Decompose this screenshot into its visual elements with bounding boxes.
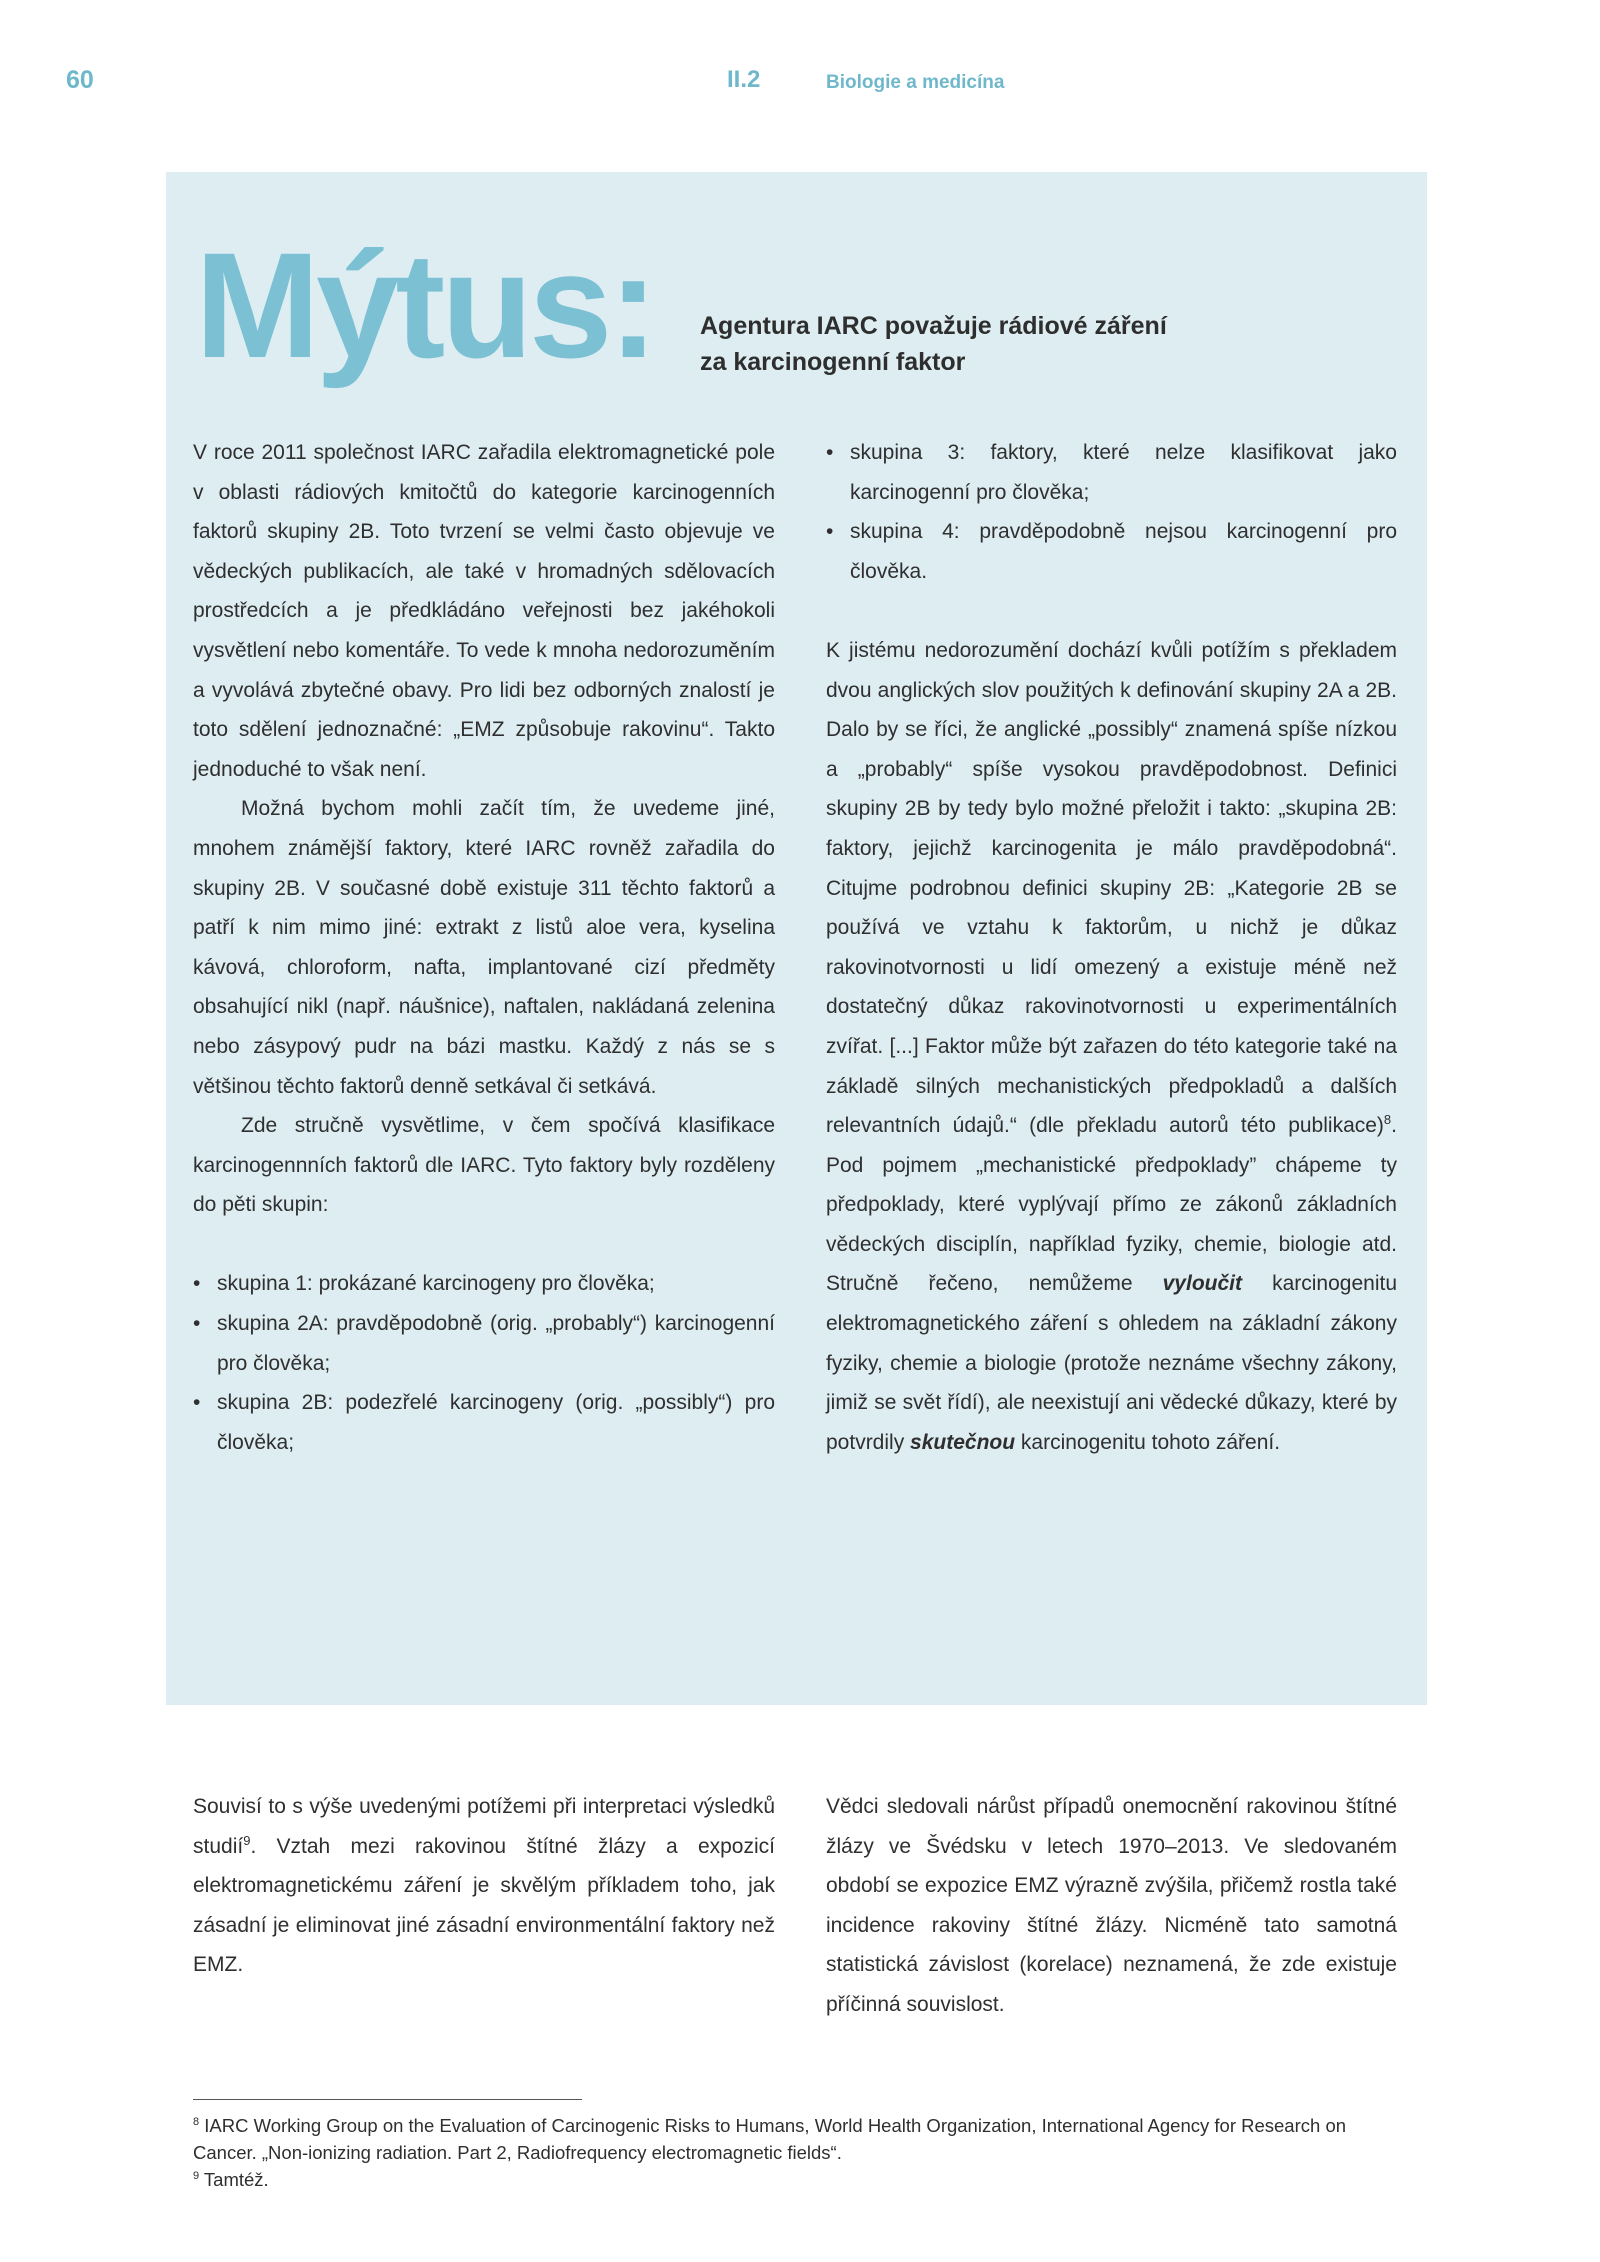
list-item-text: skupina 2B: podezřelé karcinogeny (orig. „possibly“) pro člověka; (217, 1391, 775, 1454)
section-number: II.2 (727, 66, 761, 93)
section-title: Biologie a medicína (826, 72, 1005, 93)
list-item-text: skupina 2A: pravděpodobně (orig. „probably“) karcinogenní pro člověka; (217, 1312, 775, 1375)
footnote-ref: 8 (1383, 1112, 1392, 1128)
myth-left-column (193, 433, 775, 1462)
myth-right-column (826, 433, 1397, 1462)
list-item-text: skupina 1: prokázané karcinogeny pro člověka; (217, 1272, 655, 1296)
paragraph: Vědci sledovali nárůst případů onemocnění rakovinou štítné žlázy ve Švédsku v letech 1970–2013. Ve sledovaném období se expozice EMZ výrazně zvýšila, přičemž rostla také incidence rakoviny štítné žlázy. Nicméně tato samotná statistická závislost (korelace) neznamená, že zde existuje příčinná souvislost. (826, 1795, 1397, 2016)
list-item (193, 1264, 775, 1304)
group-list (826, 433, 1397, 591)
paragraph: Zde stručně vysvětlime, v čem spočívá klasifikace karcinogennních faktorů dle IARC. Tyto faktory byly rozděleny do pěti skupin: (193, 1114, 775, 1217)
list-item (193, 1304, 775, 1383)
paragraph: Souvisí to s výše uvedenými potížemi při interpretaci výsledků studií$^9$. Vztah mezi rakovinou štítné žlázy a expozicí elektromagnetickému záření je skvělým příkladem toho, jak zásadní je eliminovat jiné zásadní environmentální faktory než EMZ. (193, 1795, 775, 1977)
footnote-mark: 8 (193, 2115, 200, 2128)
list-item (826, 512, 1397, 591)
list-item (826, 433, 1397, 512)
paragraph: Možná bychom mohli začít tím, že uvedeme jiné, mnohem známější faktory, které IARC rovněž zařadila do skupiny 2B. V současné době existuje 311 těchto faktorů a patří k nim mimo jiné: extrakt z listů aloe vera, kyselina kávová, chloroform, nafta, implantované cizí předměty obsahující nikl (např. náušnice), naftalen, nakládaná zelenina nebo zásypový pudr na bázi mastku. Každý z nás se s většinou těchto faktorů denně setkával či setkává. (193, 797, 775, 1098)
bullet-icon: • (193, 1391, 201, 1415)
myth-heading: Mýtus: (195, 221, 655, 389)
footnote: $^8$ IARC Working Group on the Evaluation of Carcinogenic Risks to Humans, World Health Organization, International Agency for Research on Cancer. „Non-ionizing radiation. Part 2, Radiofrequency electromagnetic fields“. (193, 2115, 1347, 2163)
bullet-icon: • (193, 1272, 201, 1296)
myth-subtitle (700, 308, 1260, 380)
page-number: 60 (66, 66, 94, 94)
myth-subtitle-line: za karcinogenní faktor (700, 348, 966, 376)
body-left-column (193, 1787, 775, 1985)
list-item-text: skupina 3: faktory, které nelze klasifikovat jako karcinogenní pro člověka; (850, 441, 1397, 504)
emphasis: skutečnou (910, 1430, 1016, 1454)
body-right-column (826, 1787, 1397, 2025)
bullet-icon: • (826, 441, 834, 464)
myth-subtitle-line: Agentura IARC považuje rádiové záření (700, 312, 1167, 340)
footnote-ref: 9 (243, 1832, 251, 1848)
footnotes (193, 2112, 1413, 2193)
list-item (193, 1383, 775, 1462)
footnote: $^9$ Tamtéž. (193, 2169, 269, 2190)
group-list (193, 1264, 775, 1462)
bullet-icon: • (193, 1312, 201, 1336)
footnote-mark: 9 (193, 2169, 200, 2182)
paragraph: K jistému nedorozumění dochází kvůli potížím s překladem dvou anglických slov použitých k definování skupiny 2A a 2B. Dalo by se říci, že anglické „possibly“ znamená spíše nízkou a „probably“ spíše vysokou pravděpodobnost. Definici skupiny 2B by tedy bylo možné přeložit i takto: „skupina 2B: faktory, jejichž karcinogenita je málo pravděpodobná“. Citujme podrobnou definici skupiny 2B: „Kategorie 2B se používá ve vztahu k faktorům, u nichž je důkaz rakovinotvornosti u lidí omezený a existuje méně než dostatečný důkaz rakovinotvornosti u experimentálních zvířat. [...] Faktor může být zařazen do této kategorie také na základě silných mechanistických předpokladů a dalších relevantních údajů.“ (dle překladu autorů této publikace)$^8$. Pod pojmem „mechanistické předpoklady” chápeme ty předpoklady, které vyplývají přímo ze zákonů základních vědeckých disciplín, například fyziky, chemie, biologie atd. Stručně řečeno, nemůžeme vyloučit karcinogenitu elektromagnetického záření s ohledem na základní zákony fyziky, chemie a biologie (protože neznáme všechny zákony, jimiž se svět řídí), ale neexistují ani vědecké důkazy, které by potvrdily skutečnou karcinogenitu tohoto záření. (826, 638, 1398, 1454)
paragraph: V roce 2011 společnost IARC zařadila elektromagnetické pole v oblasti rádiových kmitočtů do kategorie karcinogenních faktorů skupiny 2B. Toto tvrzení se velmi často objevuje ve vědeckých publikacích, ale také v hromadných sdělovacích prostředcích a je předkládáno veřejnosti bez jakéhokoli vysvětlení nebo komentáře. To vede k mnoha nedorozuměním a vyvolává zbytečné obavy. Pro lidi bez odborných znalostí je toto sdělení jednoznačné: „EMZ způsobuje rakovinu“. Takto jednoduché to však není. (193, 441, 775, 781)
emphasis: vyloučit (1162, 1272, 1242, 1296)
bullet-icon: • (826, 520, 834, 544)
footnote-divider (193, 2099, 582, 2100)
list-item-text: skupina 4: pravděpodobně nejsou karcinogenní pro člověka. (850, 520, 1397, 583)
